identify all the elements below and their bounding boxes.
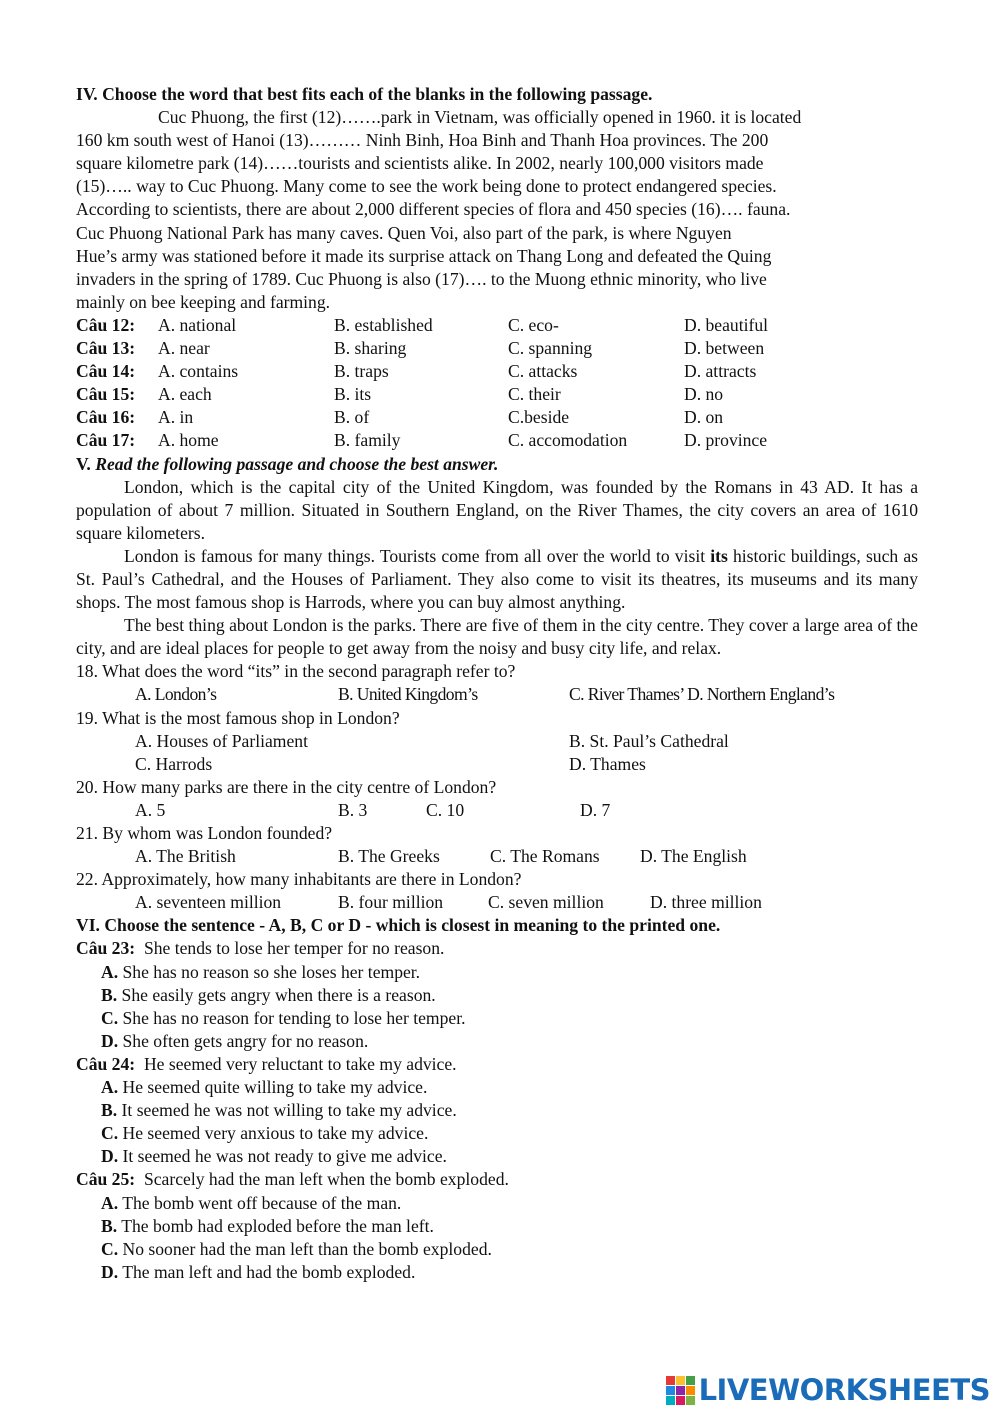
option-a[interactable]: A. contains [158,361,239,382]
option-d[interactable]: D. province [684,430,768,451]
question-label: Câu 17: [76,430,136,451]
question-stem [76,937,918,960]
stem-text: He seemed very reluctant to take my advice. [143,1053,457,1074]
passage-line: According to scientists, there are about 2,000 different species of flora and 450 species (16)…. fauna. [76,199,791,220]
question-20-options [76,799,918,822]
option-letter: C. [101,1238,119,1259]
option-a[interactable]: A. Houses of Parliament [135,730,308,751]
london-paragraph-1: London, which is the capital city of the United Kingdom, was founded by the Romans in 43 AD. It has a population of about 7 million. Situated in Southern England, on the River Thames, the city covers an area of 1610 square kilometers. [76,476,918,543]
option-letter: D. [101,1030,119,1051]
liveworksheets-grid-icon [666,1376,695,1405]
logo-square [676,1386,685,1395]
passage-line: mainly on bee keeping and farming. [76,291,331,312]
stem-text: Scarcely had the man left when the bomb exploded. [143,1169,509,1190]
logo-square [686,1386,695,1395]
question-row-17 [76,429,918,452]
option-b[interactable]: B. of [334,407,370,428]
question-21: 21. By whom was London founded? [76,823,333,843]
question-label: Câu 24: [76,1053,136,1074]
section-number: V. [76,453,96,474]
option-c[interactable]: C. accomodation [508,430,628,451]
option-text: He seemed quite willing to take my advice. [122,1077,428,1098]
option-c[interactable]: C.beside [508,407,570,428]
option-c[interactable] [76,1238,918,1261]
option-a[interactable]: A. home [158,430,219,451]
option-letter: A. [101,961,119,982]
option-b[interactable]: B. traps [334,361,389,382]
question-row-12 [76,314,918,337]
option-b[interactable]: B. its [334,384,372,405]
option-b[interactable]: B. The Greeks [338,846,440,867]
logo-square [686,1376,695,1385]
option-c[interactable]: C. eco- [508,314,559,335]
option-d[interactable] [76,1030,918,1053]
option-a[interactable]: A. 5 [135,799,166,820]
highlighted-word: its [710,545,728,566]
option-d[interactable]: D. no [684,384,724,405]
question-label: Câu 16: [76,407,136,428]
option-c[interactable]: C. attacks [508,361,578,382]
option-a[interactable]: A. London’s [135,684,217,705]
logo-square [666,1386,675,1395]
section-vi-heading: VI. Choose the sentence - A, B, C or D - which is closest in meaning to the printed one. [76,915,721,936]
option-a[interactable] [76,961,918,984]
option-c[interactable]: C. 10 [426,799,465,820]
passage-line: Cuc Phuong, the first (12)…….park in Vietnam, was officially opened in 1960. it is located [158,107,802,128]
option-a[interactable]: A. near [158,338,210,359]
logo-square [666,1396,675,1405]
option-text: She has no reason so she loses her temper. [122,961,421,982]
paragraph-text: London is famous for many things. Tourists come from all over the world to visit [124,545,711,566]
option-c[interactable]: C. seven million [488,892,604,913]
passage-line: (15)….. way to Cuc Phuong. Many come to see the work being done to protect endangered species. [76,176,777,197]
london-paragraph-3: The best thing about London is the parks. There are five of them in the city centre. They cover a large area of the city, and are ideal places for people to get away from the noisy and busy city life, and relax. [76,615,918,659]
option-a[interactable]: A. The British [135,846,236,867]
logo-square [686,1396,695,1405]
option-b[interactable]: B. sharing [334,338,407,359]
stem-text: She tends to lose her temper for no reason. [143,938,445,959]
option-d[interactable]: D. beautiful [684,314,769,335]
option-letter: C. [101,1123,119,1144]
option-letter: C. [101,1007,119,1028]
section-v-heading [76,453,918,476]
logo-square [676,1396,685,1405]
option-c[interactable]: C. Harrods [135,753,213,774]
option-d[interactable]: D. attracts [684,361,757,382]
question-row-15 [76,383,918,406]
option-d[interactable]: D. Thames [569,753,646,774]
logo-text: LIVEWORKSHEETS [698,1373,990,1407]
option-b[interactable] [76,1215,918,1238]
option-c[interactable]: C. The Romans [490,846,600,867]
liveworksheets-logo[interactable] [666,1373,990,1407]
option-b[interactable]: B. established [334,314,433,335]
question-19-options-row1 [76,730,918,753]
option-d[interactable]: D. three million [650,892,762,913]
option-d[interactable] [76,1261,918,1284]
passage-line: Cuc Phuong National Park has many caves. Quen Voi, also part of the park, is where Nguyen [76,222,732,243]
option-a[interactable]: A. national [158,314,237,335]
option-letter: B. [101,1100,118,1121]
option-a[interactable]: A. each [158,384,212,405]
question-21-options [76,845,918,868]
question-25 [76,1168,918,1283]
option-text: It seemed he was not willing to take my advice. [121,1100,457,1121]
option-a[interactable]: A. seventeen million [135,892,282,913]
option-text: She often gets angry for no reason. [122,1030,369,1051]
question-20: 20. How many parks are there in the city centre of London? [76,776,497,797]
question-19: 19. What is the most famous shop in London? [76,707,400,728]
question-24 [76,1053,918,1168]
option-text: The bomb went off because of the man. [122,1192,402,1213]
option-c[interactable] [76,1122,918,1145]
london-paragraph-2 [76,545,918,614]
option-b[interactable]: B. 3 [338,799,368,820]
question-23 [76,937,918,1052]
section-instruction: Read the following passage and choose the best answer. [95,453,499,474]
option-d[interactable]: D. between [684,338,765,359]
question-22-options [76,891,918,914]
option-letter: D. [101,1261,119,1282]
question-19-options-row2 [76,753,918,776]
option-c[interactable] [76,1007,918,1030]
option-text: The bomb had exploded before the man left. [121,1215,434,1236]
option-d[interactable] [76,1145,918,1168]
question-row-14 [76,360,918,383]
option-text: She easily gets angry when there is a reason. [121,984,436,1005]
option-c[interactable]: C. their [508,384,561,405]
logo-square [666,1376,675,1385]
question-label: Câu 15: [76,384,136,405]
option-b[interactable]: B. United Kingdom’s [338,684,478,705]
option-text: It seemed he was not ready to give me advice. [122,1146,447,1167]
option-a[interactable] [76,1192,918,1215]
question-list-12-17 [76,314,918,453]
worksheet-page [76,83,918,1284]
option-text: No sooner had the man left than the bomb exploded. [122,1238,492,1259]
option-letter: D. [101,1146,119,1167]
question-label: Câu 12: [76,314,136,335]
option-text: She has no reason for tending to lose her temper. [122,1007,466,1028]
option-b[interactable]: B. family [334,430,401,451]
question-label: Câu 25: [76,1169,136,1190]
passage-line: 160 km south west of Hanoi (13)……… Ninh Binh, Hoa Binh and Thanh Hoa provinces. The 200 [76,130,769,151]
cuc-phuong-passage [76,129,918,314]
option-a[interactable]: A. in [158,407,194,428]
question-18-options [76,683,918,706]
question-stem [76,1053,918,1076]
paragraph-text: historic buildings, such as St. Paul’s Cathedral, and the Houses of Parliament. They also come to visit its theatres, its museums and its many shops. The most famous shop is Harrods, where you can buy almost anything. [76,545,918,613]
option-letter: A. [101,1192,119,1213]
passage-line: Hue’s army was stationed before it made its surprise attack on Thang Long and defeated the Quing [76,245,772,266]
option-c-d[interactable]: C. River Thames’ D. Northern England’s [569,684,835,705]
passage-line: invaders in the spring of 1789. Cuc Phuong is also (17)…. to the Muong ethnic minority, who live [76,268,767,289]
option-d[interactable]: D. on [684,407,724,428]
option-b[interactable]: B. St. Paul’s Cathedral [569,730,729,751]
logo-square [676,1376,685,1385]
question-label: Câu 14: [76,361,136,382]
question-row-13 [76,337,918,360]
passage-line: square kilometre park (14)……tourists and scientists alike. In 2002, nearly 100,000 visitors made [76,153,764,174]
question-label: Câu 13: [76,338,136,359]
option-d[interactable]: D. 7 [580,799,611,820]
option-d[interactable]: D. The English [640,846,747,867]
option-a[interactable] [76,1076,918,1099]
question-18: 18. What does the word “its” in the second paragraph refer to? [76,661,516,682]
question-label: Câu 23: [76,938,136,959]
question-22: 22. Approximately, how many inhabitants are there in London? [76,869,522,890]
question-stem [76,1168,918,1191]
option-b[interactable] [76,984,918,1007]
option-letter: A. [101,1077,119,1098]
option-letter: B. [101,1215,118,1236]
section-iv-heading: IV. Choose the word that best fits each of the blanks in the following passage. [76,84,653,104]
option-b[interactable]: B. four million [338,892,444,913]
option-b[interactable] [76,1099,918,1122]
option-text: The man left and had the bomb exploded. [122,1261,416,1282]
option-text: He seemed very anxious to take my advice. [122,1123,429,1144]
option-letter: B. [101,984,118,1005]
question-row-16 [76,406,918,429]
option-c[interactable]: C. spanning [508,338,593,359]
